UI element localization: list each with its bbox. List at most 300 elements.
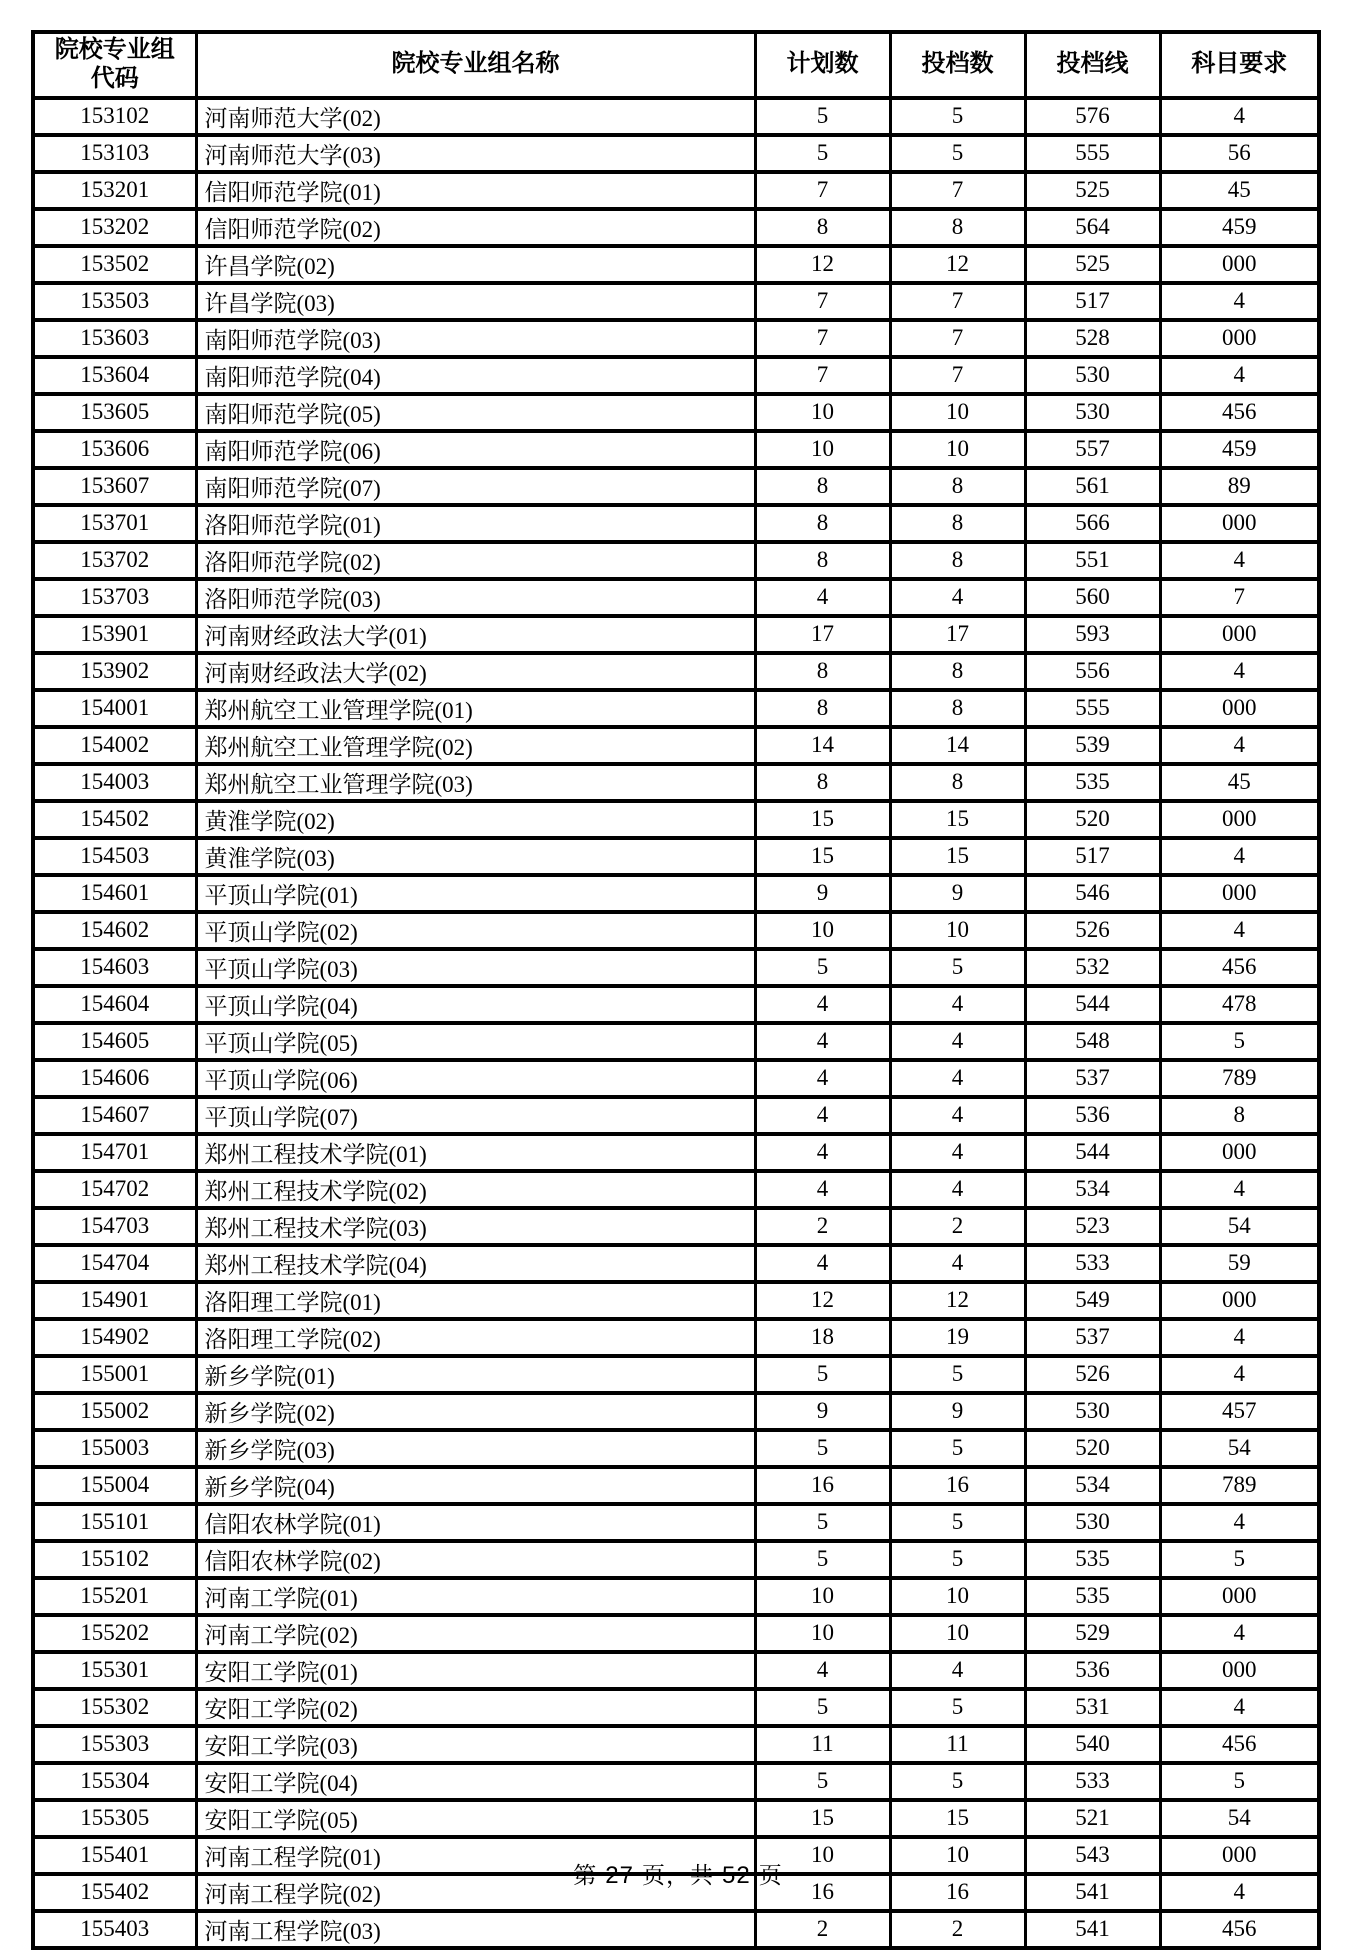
row-name: 洛阳师范学院(03): [196, 579, 755, 616]
row-code: 154503: [33, 838, 196, 875]
row-name: 安阳工学院(04): [196, 1763, 755, 1800]
row-line: 549: [1025, 1282, 1160, 1319]
row-filed: 10: [890, 1615, 1025, 1652]
row-plan: 9: [755, 1393, 890, 1430]
row-filed: 15: [890, 801, 1025, 838]
table-row: [33, 1689, 1319, 1726]
row-code: 155001: [33, 1356, 196, 1393]
row-line: 557: [1025, 431, 1160, 468]
row-filed: 7: [890, 320, 1025, 357]
row-plan: 8: [755, 505, 890, 542]
row-line: 541: [1025, 1874, 1160, 1911]
table-row: [33, 986, 1319, 1023]
header-subject: 科目要求: [1160, 32, 1319, 98]
row-code: 155201: [33, 1578, 196, 1615]
row-code: 153202: [33, 209, 196, 246]
row-subject: 4: [1160, 1356, 1319, 1393]
row-line: 544: [1025, 1134, 1160, 1171]
table-row: [33, 1541, 1319, 1578]
row-plan: 11: [755, 1726, 890, 1763]
row-name: 安阳工学院(05): [196, 1800, 755, 1837]
row-filed: 4: [890, 1097, 1025, 1134]
table-row: [33, 1097, 1319, 1134]
row-name: 郑州工程技术学院(01): [196, 1134, 755, 1171]
row-subject: 4: [1160, 542, 1319, 579]
header-row: [33, 32, 1319, 98]
table-row: [33, 1615, 1319, 1652]
row-filed: 11: [890, 1726, 1025, 1763]
row-plan: 5: [755, 1763, 890, 1800]
row-filed: 19: [890, 1319, 1025, 1356]
table-row: [33, 1393, 1319, 1430]
table-row: [33, 135, 1319, 172]
row-line: 535: [1025, 764, 1160, 801]
row-code: 154502: [33, 801, 196, 838]
row-line: 526: [1025, 912, 1160, 949]
header-plan: 计划数: [755, 32, 890, 98]
row-filed: 5: [890, 1504, 1025, 1541]
table-row: [33, 1467, 1319, 1504]
row-subject: 45: [1160, 172, 1319, 209]
row-code: 154003: [33, 764, 196, 801]
row-code: 154002: [33, 727, 196, 764]
row-filed: 10: [890, 394, 1025, 431]
row-line: 536: [1025, 1652, 1160, 1689]
row-plan: 8: [755, 209, 890, 246]
row-line: 525: [1025, 246, 1160, 283]
row-line: 536: [1025, 1097, 1160, 1134]
row-code: 154602: [33, 912, 196, 949]
row-line: 543: [1025, 1837, 1160, 1874]
row-line: 551: [1025, 542, 1160, 579]
row-subject: 456: [1160, 1726, 1319, 1763]
table-body: [33, 98, 1319, 1948]
row-line: 520: [1025, 801, 1160, 838]
row-name: 河南工程学院(03): [196, 1911, 755, 1948]
row-subject: 478: [1160, 986, 1319, 1023]
row-subject: 54: [1160, 1800, 1319, 1837]
row-code: 153102: [33, 98, 196, 135]
row-subject: 000: [1160, 1652, 1319, 1689]
row-subject: 4: [1160, 1874, 1319, 1911]
row-code: 154703: [33, 1208, 196, 1245]
row-line: 523: [1025, 1208, 1160, 1245]
row-filed: 10: [890, 1837, 1025, 1874]
row-code: 153503: [33, 283, 196, 320]
footer-text-before: 第: [573, 1863, 598, 1888]
row-filed: 5: [890, 1541, 1025, 1578]
row-code: 155303: [33, 1726, 196, 1763]
row-filed: 8: [890, 209, 1025, 246]
row-name: 郑州航空工业管理学院(02): [196, 727, 755, 764]
row-subject: 4: [1160, 838, 1319, 875]
header-filed: 投档数: [890, 32, 1025, 98]
row-subject: 45: [1160, 764, 1319, 801]
row-code: 155004: [33, 1467, 196, 1504]
header-code-line1: 院校专业组: [54, 37, 175, 63]
row-name: 平顶山学院(01): [196, 875, 755, 912]
row-plan: 4: [755, 1171, 890, 1208]
row-line: 530: [1025, 394, 1160, 431]
row-code: 155302: [33, 1689, 196, 1726]
row-subject: 4: [1160, 283, 1319, 320]
row-subject: 7: [1160, 579, 1319, 616]
row-subject: 4: [1160, 1504, 1319, 1541]
row-filed: 7: [890, 283, 1025, 320]
table-row: [33, 98, 1319, 135]
row-code: 153502: [33, 246, 196, 283]
row-plan: 4: [755, 1652, 890, 1689]
table-row: [33, 690, 1319, 727]
row-plan: 2: [755, 1911, 890, 1948]
row-name: 平顶山学院(05): [196, 1023, 755, 1060]
row-name: 郑州航空工业管理学院(01): [196, 690, 755, 727]
table-row: [33, 431, 1319, 468]
table-row: [33, 1171, 1319, 1208]
row-line: 517: [1025, 838, 1160, 875]
row-line: 537: [1025, 1060, 1160, 1097]
row-subject: 000: [1160, 1578, 1319, 1615]
row-name: 黄淮学院(02): [196, 801, 755, 838]
table-row: [33, 1245, 1319, 1282]
table-row: [33, 1911, 1319, 1948]
row-filed: 12: [890, 1282, 1025, 1319]
row-code: 155101: [33, 1504, 196, 1541]
table-row: [33, 949, 1319, 986]
row-plan: 15: [755, 838, 890, 875]
row-line: 564: [1025, 209, 1160, 246]
row-subject: 000: [1160, 1837, 1319, 1874]
row-name: 郑州工程技术学院(03): [196, 1208, 755, 1245]
table-row: [33, 1578, 1319, 1615]
row-name: 河南师范大学(03): [196, 135, 755, 172]
row-code: 155402: [33, 1874, 196, 1911]
row-line: 593: [1025, 616, 1160, 653]
row-subject: 000: [1160, 690, 1319, 727]
row-code: 154901: [33, 1282, 196, 1319]
row-code: 154704: [33, 1245, 196, 1282]
table-row: [33, 1282, 1319, 1319]
table-row: [33, 357, 1319, 394]
row-filed: 9: [890, 875, 1025, 912]
row-plan: 10: [755, 912, 890, 949]
row-code: 153605: [33, 394, 196, 431]
row-line: 556: [1025, 653, 1160, 690]
row-code: 154001: [33, 690, 196, 727]
row-filed: 16: [890, 1467, 1025, 1504]
row-line: 530: [1025, 357, 1160, 394]
table-row: [33, 653, 1319, 690]
row-filed: 5: [890, 1430, 1025, 1467]
row-name: 洛阳师范学院(01): [196, 505, 755, 542]
row-plan: 4: [755, 579, 890, 616]
row-subject: 456: [1160, 1911, 1319, 1948]
row-filed: 7: [890, 357, 1025, 394]
header-code: [33, 32, 196, 98]
row-line: 531: [1025, 1689, 1160, 1726]
row-name: 许昌学院(03): [196, 283, 755, 320]
row-subject: 789: [1160, 1060, 1319, 1097]
row-plan: 12: [755, 1282, 890, 1319]
row-code: 155401: [33, 1837, 196, 1874]
row-code: 154605: [33, 1023, 196, 1060]
header-line: 投档线: [1025, 32, 1160, 98]
row-name: 许昌学院(02): [196, 246, 755, 283]
row-plan: 10: [755, 1578, 890, 1615]
row-subject: 459: [1160, 431, 1319, 468]
table-row: [33, 801, 1319, 838]
table-row: [33, 1763, 1319, 1800]
row-plan: 7: [755, 320, 890, 357]
row-name: 洛阳理工学院(01): [196, 1282, 755, 1319]
row-name: 河南师范大学(02): [196, 98, 755, 135]
row-plan: 8: [755, 764, 890, 801]
row-subject: 54: [1160, 1208, 1319, 1245]
row-line: 544: [1025, 986, 1160, 1023]
row-filed: 5: [890, 98, 1025, 135]
row-line: 561: [1025, 468, 1160, 505]
row-filed: 4: [890, 579, 1025, 616]
row-code: 153604: [33, 357, 196, 394]
row-subject: 4: [1160, 357, 1319, 394]
row-subject: 4: [1160, 727, 1319, 764]
row-subject: 000: [1160, 801, 1319, 838]
row-line: 535: [1025, 1578, 1160, 1615]
row-name: 南阳师范学院(04): [196, 357, 755, 394]
row-code: 154607: [33, 1097, 196, 1134]
row-plan: 15: [755, 1800, 890, 1837]
footer-text-after: 页: [758, 1863, 783, 1888]
row-code: 154603: [33, 949, 196, 986]
row-filed: 4: [890, 1134, 1025, 1171]
row-plan: 4: [755, 1023, 890, 1060]
row-filed: 10: [890, 431, 1025, 468]
row-line: 530: [1025, 1504, 1160, 1541]
row-filed: 5: [890, 1763, 1025, 1800]
row-subject: 000: [1160, 1282, 1319, 1319]
row-plan: 8: [755, 542, 890, 579]
admission-score-table: [31, 30, 1321, 1950]
row-name: 河南工程学院(02): [196, 1874, 755, 1911]
row-code: 154902: [33, 1319, 196, 1356]
row-plan: 8: [755, 690, 890, 727]
footer-page-total: 52: [722, 1862, 751, 1889]
row-plan: 10: [755, 1837, 890, 1874]
row-code: 155301: [33, 1652, 196, 1689]
row-plan: 7: [755, 283, 890, 320]
row-filed: 4: [890, 986, 1025, 1023]
row-name: 新乡学院(03): [196, 1430, 755, 1467]
table-row: [33, 246, 1319, 283]
row-name: 郑州航空工业管理学院(03): [196, 764, 755, 801]
row-code: 154601: [33, 875, 196, 912]
row-subject: 4: [1160, 1319, 1319, 1356]
row-subject: 5: [1160, 1023, 1319, 1060]
row-code: 155002: [33, 1393, 196, 1430]
row-subject: 4: [1160, 1615, 1319, 1652]
row-subject: 5: [1160, 1541, 1319, 1578]
row-line: 546: [1025, 875, 1160, 912]
row-name: 信阳师范学院(01): [196, 172, 755, 209]
row-code: 154702: [33, 1171, 196, 1208]
row-code: 153701: [33, 505, 196, 542]
row-plan: 5: [755, 98, 890, 135]
row-plan: 16: [755, 1467, 890, 1504]
table-row: [33, 616, 1319, 653]
row-line: 533: [1025, 1763, 1160, 1800]
row-line: 566: [1025, 505, 1160, 542]
row-code: 154606: [33, 1060, 196, 1097]
row-code: 153902: [33, 653, 196, 690]
row-line: 548: [1025, 1023, 1160, 1060]
row-filed: 10: [890, 1578, 1025, 1615]
table-row: [33, 394, 1319, 431]
row-filed: 8: [890, 505, 1025, 542]
row-code: 153901: [33, 616, 196, 653]
row-code: 154701: [33, 1134, 196, 1171]
row-code: 155305: [33, 1800, 196, 1837]
row-name: 安阳工学院(01): [196, 1652, 755, 1689]
row-line: 541: [1025, 1911, 1160, 1948]
row-line: 555: [1025, 690, 1160, 727]
row-subject: 000: [1160, 505, 1319, 542]
table-row: [33, 1134, 1319, 1171]
footer-text-middle: 页，共: [642, 1863, 714, 1888]
table-row: [33, 320, 1319, 357]
table-row: [33, 1319, 1319, 1356]
row-line: 521: [1025, 1800, 1160, 1837]
row-line: 526: [1025, 1356, 1160, 1393]
row-name: 河南工学院(01): [196, 1578, 755, 1615]
row-subject: 456: [1160, 949, 1319, 986]
table-row: [33, 838, 1319, 875]
row-subject: 4: [1160, 1689, 1319, 1726]
row-code: 155202: [33, 1615, 196, 1652]
row-line: 517: [1025, 283, 1160, 320]
row-subject: 000: [1160, 320, 1319, 357]
row-line: 532: [1025, 949, 1160, 986]
row-name: 平顶山学院(07): [196, 1097, 755, 1134]
row-line: 529: [1025, 1615, 1160, 1652]
row-plan: 5: [755, 1541, 890, 1578]
row-plan: 16: [755, 1874, 890, 1911]
table-row: [33, 172, 1319, 209]
row-name: 信阳农林学院(01): [196, 1504, 755, 1541]
row-filed: 5: [890, 135, 1025, 172]
row-subject: 789: [1160, 1467, 1319, 1504]
row-name: 南阳师范学院(05): [196, 394, 755, 431]
row-line: 535: [1025, 1541, 1160, 1578]
header-name: 院校专业组名称: [196, 32, 755, 98]
row-plan: 12: [755, 246, 890, 283]
row-plan: 5: [755, 1430, 890, 1467]
row-plan: 5: [755, 1504, 890, 1541]
row-filed: 5: [890, 1689, 1025, 1726]
row-line: 540: [1025, 1726, 1160, 1763]
row-plan: 4: [755, 1060, 890, 1097]
row-subject: 5: [1160, 1763, 1319, 1800]
row-name: 平顶山学院(02): [196, 912, 755, 949]
row-name: 洛阳师范学院(02): [196, 542, 755, 579]
table-row: [33, 505, 1319, 542]
row-subject: 4: [1160, 98, 1319, 135]
table-row: [33, 912, 1319, 949]
row-code: 153702: [33, 542, 196, 579]
row-filed: 4: [890, 1023, 1025, 1060]
table-row: [33, 1800, 1319, 1837]
row-line: 533: [1025, 1245, 1160, 1282]
row-subject: 459: [1160, 209, 1319, 246]
row-name: 新乡学院(04): [196, 1467, 755, 1504]
row-subject: 457: [1160, 1393, 1319, 1430]
row-line: 534: [1025, 1467, 1160, 1504]
table-row: [33, 875, 1319, 912]
row-line: 530: [1025, 1393, 1160, 1430]
row-plan: 4: [755, 1134, 890, 1171]
row-name: 南阳师范学院(06): [196, 431, 755, 468]
row-line: 534: [1025, 1171, 1160, 1208]
row-code: 153606: [33, 431, 196, 468]
row-filed: 15: [890, 1800, 1025, 1837]
row-name: 信阳农林学院(02): [196, 1541, 755, 1578]
row-filed: 4: [890, 1245, 1025, 1282]
row-code: 155304: [33, 1763, 196, 1800]
row-code: 153703: [33, 579, 196, 616]
row-plan: 4: [755, 1097, 890, 1134]
row-filed: 5: [890, 949, 1025, 986]
row-name: 郑州工程技术学院(02): [196, 1171, 755, 1208]
row-name: 信阳师范学院(02): [196, 209, 755, 246]
row-plan: 18: [755, 1319, 890, 1356]
row-filed: 8: [890, 542, 1025, 579]
row-plan: 7: [755, 172, 890, 209]
table-row: [33, 727, 1319, 764]
table-row: [33, 1060, 1319, 1097]
row-subject: 8: [1160, 1097, 1319, 1134]
row-name: 新乡学院(01): [196, 1356, 755, 1393]
table-row: [33, 1356, 1319, 1393]
row-subject: 456: [1160, 394, 1319, 431]
row-subject: 89: [1160, 468, 1319, 505]
row-plan: 9: [755, 875, 890, 912]
row-filed: 4: [890, 1652, 1025, 1689]
table-row: [33, 1430, 1319, 1467]
page-footer: [0, 1857, 1356, 1890]
row-line: 528: [1025, 320, 1160, 357]
row-code: 153607: [33, 468, 196, 505]
row-code: 153103: [33, 135, 196, 172]
row-subject: 4: [1160, 912, 1319, 949]
table-row: [33, 1726, 1319, 1763]
row-name: 平顶山学院(06): [196, 1060, 755, 1097]
row-code: 153201: [33, 172, 196, 209]
row-name: 新乡学院(02): [196, 1393, 755, 1430]
row-plan: 2: [755, 1208, 890, 1245]
row-line: 539: [1025, 727, 1160, 764]
row-plan: 7: [755, 357, 890, 394]
row-code: 154604: [33, 986, 196, 1023]
row-line: 525: [1025, 172, 1160, 209]
row-plan: 10: [755, 394, 890, 431]
row-plan: 8: [755, 653, 890, 690]
table-row: [33, 579, 1319, 616]
row-name: 洛阳理工学院(02): [196, 1319, 755, 1356]
row-filed: 4: [890, 1171, 1025, 1208]
row-subject: 000: [1160, 616, 1319, 653]
row-filed: 8: [890, 690, 1025, 727]
row-code: 155003: [33, 1430, 196, 1467]
row-filed: 15: [890, 838, 1025, 875]
